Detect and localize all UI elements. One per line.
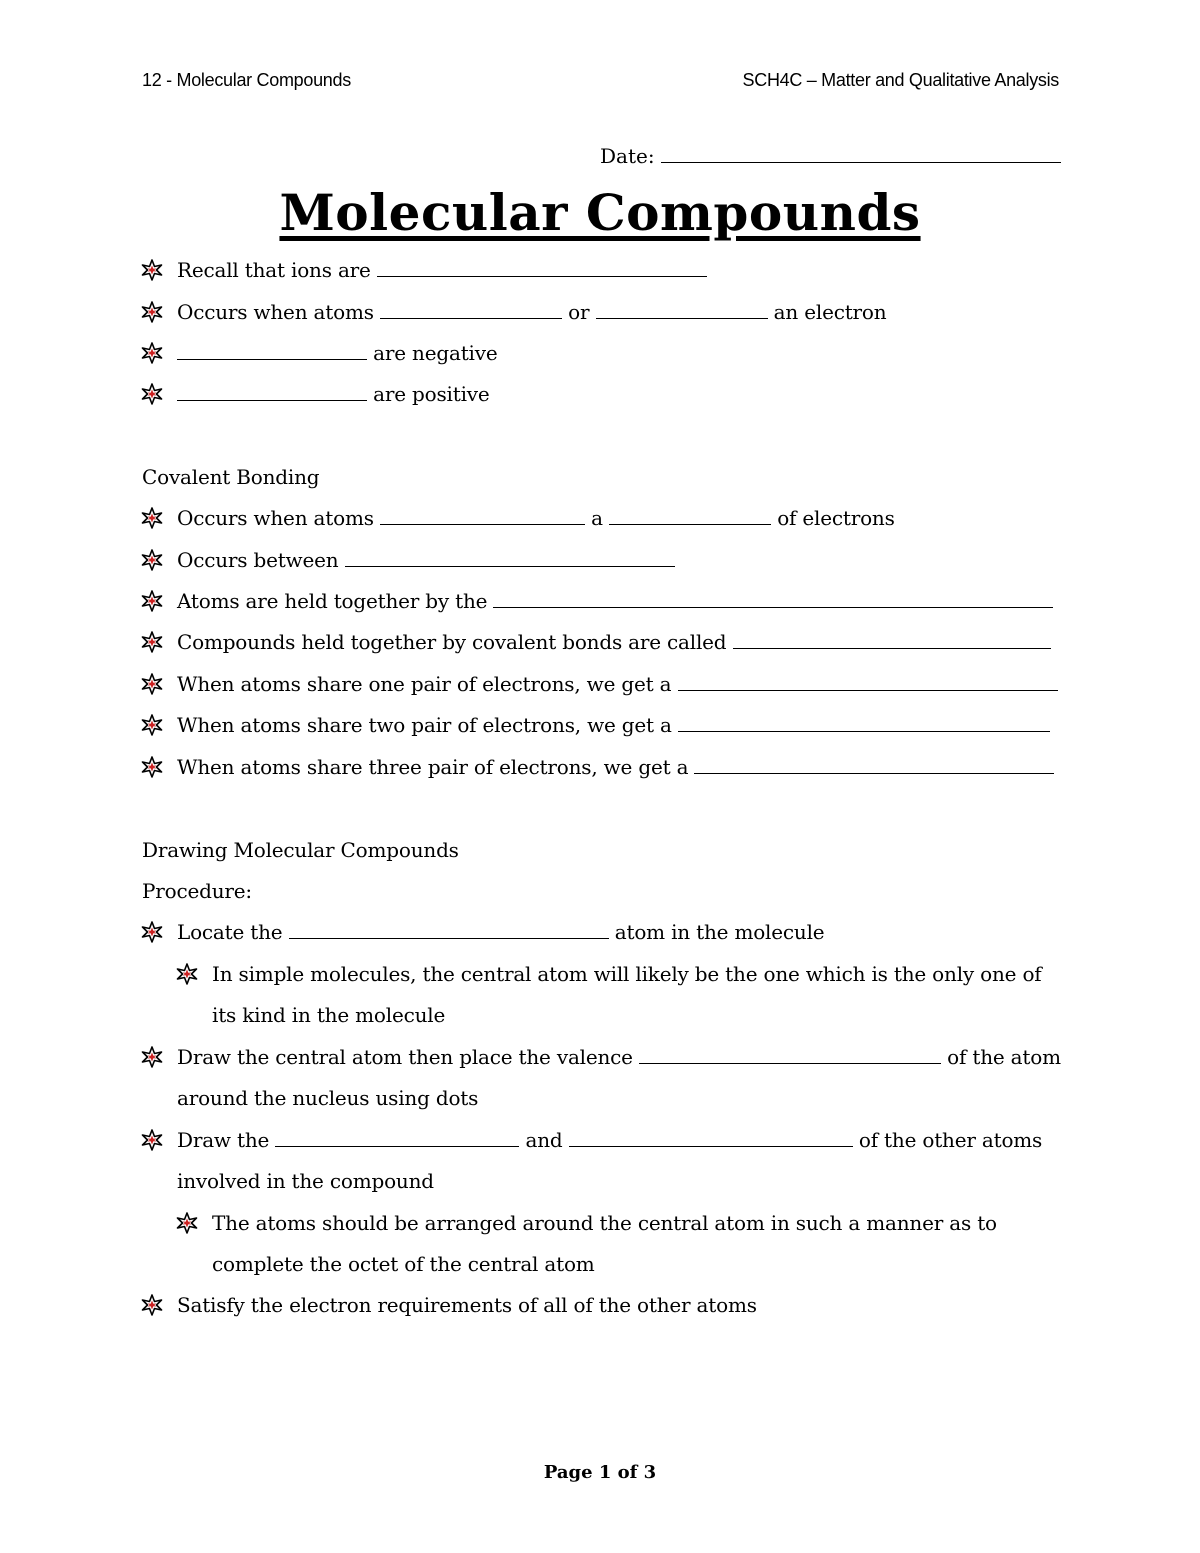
star-bullet-icon (141, 383, 163, 405)
star-bullet-icon (141, 1046, 163, 1068)
covalent-line-5-text: When atoms share one pair of electrons, we get a (177, 672, 672, 696)
star-bullet-icon (141, 507, 163, 529)
step-2-text-a: Draw the central atom then place the valence (177, 1045, 633, 1069)
recall-line-2-text-c: an electron (773, 300, 887, 324)
fill-blank[interactable] (678, 713, 1050, 732)
star-bullet-icon (141, 1129, 163, 1151)
recall-line-1-text: Recall that ions are (177, 258, 371, 282)
star-bullet-icon (141, 259, 163, 281)
star-bullet-icon (141, 1294, 163, 1316)
fill-blank[interactable] (639, 1045, 941, 1064)
covalent-line-7 (177, 754, 1054, 780)
star-bullet-icon (141, 756, 163, 778)
star-bullet-icon (141, 590, 163, 612)
recall-line-2 (177, 299, 886, 325)
step-1-text-a: Locate the (177, 920, 283, 944)
step-3-continued: involved in the compound (177, 1169, 434, 1193)
covalent-line-1-text-b: a (591, 506, 603, 530)
covalent-line-6 (177, 712, 1050, 738)
step-1-sub-line-b: its kind in the molecule (212, 1003, 446, 1027)
recall-line-2-text-b: or (568, 300, 590, 324)
procedure-step-4 (177, 1292, 757, 1318)
recall-line-4-text: are positive (373, 382, 490, 406)
covalent-line-3 (177, 588, 1053, 614)
step-3-text-b: and (525, 1128, 563, 1152)
date-label: Date: (600, 144, 655, 168)
fill-blank[interactable] (377, 258, 707, 277)
covalent-heading: Covalent Bonding (142, 465, 320, 489)
fill-blank[interactable] (289, 920, 609, 939)
step-4-text: Satisfy the electron requirements of all of the other atoms (177, 1293, 757, 1317)
covalent-line-4 (177, 629, 1051, 655)
step-3-sub-line-b: complete the octet of the central atom (212, 1252, 595, 1276)
recall-line-1 (177, 257, 707, 283)
step-1-text-b: atom in the molecule (614, 920, 825, 944)
covalent-line-7-text: When atoms share three pair of electrons, we get a (177, 755, 689, 779)
star-bullet-icon (141, 342, 163, 364)
covalent-line-1-text-a: Occurs when atoms (177, 506, 374, 530)
step-1-sub-line-a: In simple molecules, the central atom will likely be the one which is the only one of (212, 962, 1042, 986)
covalent-line-2-text: Occurs between (177, 548, 339, 572)
fill-blank[interactable] (275, 1128, 519, 1147)
star-bullet-icon (141, 673, 163, 695)
header-right: SCH4C – Matter and Qualitative Analysis (742, 70, 1059, 90)
fill-blank[interactable] (345, 548, 675, 567)
star-bullet-icon (141, 301, 163, 323)
fill-blank[interactable] (733, 630, 1051, 649)
fill-blank[interactable] (177, 341, 367, 360)
procedure-step-1 (177, 919, 824, 945)
procedure-step-3 (177, 1127, 1042, 1153)
covalent-line-4-text: Compounds held together by covalent bonds are called (177, 630, 727, 654)
covalent-line-1 (177, 505, 895, 531)
recall-line-4 (177, 381, 490, 407)
fill-blank[interactable] (678, 672, 1058, 691)
fill-blank[interactable] (177, 382, 367, 401)
recall-line-2-text-a: Occurs when atoms (177, 300, 374, 324)
star-bullet-icon (176, 963, 198, 985)
step-2-continued: around the nucleus using dots (177, 1086, 479, 1110)
fill-blank[interactable] (380, 506, 585, 525)
fill-blank[interactable] (609, 506, 771, 525)
covalent-line-3-text: Atoms are held together by the (177, 589, 488, 613)
star-bullet-icon (176, 1212, 198, 1234)
star-bullet-icon (141, 714, 163, 736)
page-title: Molecular Compounds (279, 183, 921, 242)
date-blank[interactable] (661, 144, 1061, 163)
page-number: Page 1 of 3 (543, 1462, 657, 1483)
star-bullet-icon (141, 921, 163, 943)
covalent-line-2 (177, 547, 675, 573)
covalent-line-6-text: When atoms share two pair of electrons, we get a (177, 713, 672, 737)
star-bullet-icon (141, 631, 163, 653)
header-left: 12 - Molecular Compounds (142, 70, 351, 90)
fill-blank[interactable] (380, 300, 562, 319)
recall-line-3-text: are negative (373, 341, 498, 365)
fill-blank[interactable] (569, 1128, 853, 1147)
drawing-heading: Drawing Molecular Compounds (142, 838, 459, 862)
fill-blank[interactable] (493, 589, 1053, 608)
recall-line-3 (177, 340, 497, 366)
step-3-sub-line-a: The atoms should be arranged around the central atom in such a manner as to (212, 1211, 997, 1235)
step-3-text-a: Draw the (177, 1128, 270, 1152)
star-bullet-icon (141, 549, 163, 571)
covalent-line-1-text-c: of electrons (777, 506, 895, 530)
procedure-label: Procedure: (142, 879, 252, 903)
fill-blank[interactable] (596, 300, 768, 319)
step-2-text-b: of the atom (947, 1045, 1061, 1069)
covalent-line-5 (177, 671, 1058, 697)
fill-blank[interactable] (694, 755, 1054, 774)
step-3-text-c: of the other atoms (858, 1128, 1043, 1152)
date-field[interactable] (600, 144, 1060, 168)
procedure-step-2 (177, 1044, 1061, 1070)
